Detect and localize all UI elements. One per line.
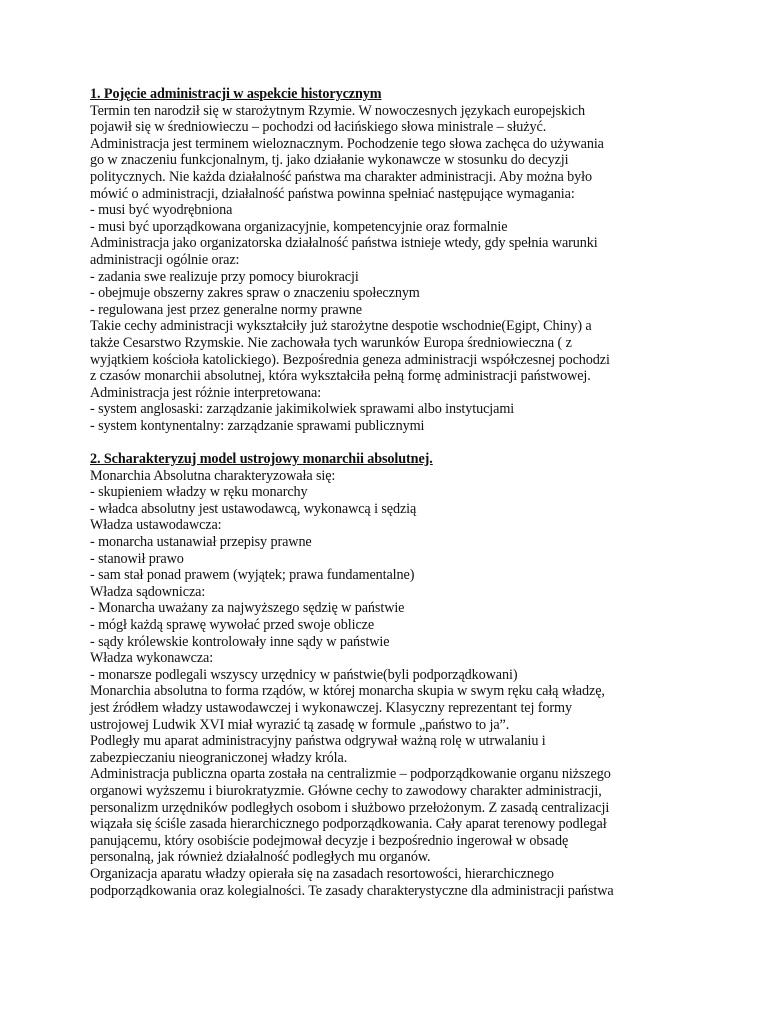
text-line: Władza ustawodawcza: [90,517,222,534]
section-1-body [90,103,690,435]
text-line: także Cesarstwo Rzymskie. Nie zachowała tych warunków Europa średniowieczna ( z [90,334,572,351]
section-1 [90,86,690,434]
text-line: - obejmuje obszerny zakres spraw o znaczeniu społecznym [90,285,420,302]
text-line: wyjątkiem kościoła katolickiego). Bezpośrednia geneza administracji współczesnej pochodzi [90,351,610,368]
text-line: Administracja publiczna oparta została na centralizmie – podporządkowanie organu niższego [90,766,611,783]
text-line: - musi być uporządkowana organizacyjnie, kompetencyjnie oraz formalnie [90,218,508,235]
section-heading: 1. Pojęcie administracji w aspekcie historycznym [90,86,382,102]
text-line: ustrojowej Ludwik XVI miał wyrazić tą zasadę w formule „państwo to ja”. [90,716,510,733]
text-line: pojawił się w średniowieczu – pochodzi od łacińskiego słowa ministrale – służyć. [90,119,547,136]
text-line: Podległy mu aparat administracyjny państwa odgrywał ważną rolę w utrwalaniu i [90,733,546,750]
text-line: personalizm urzędników podległych osobom i służbowo przełożonym. Z zasadą centralizacji [90,799,610,816]
text-line: jest źródłem władzy ustawodawczej i wykonawczej. Klasyczny reprezentant tej formy [90,699,572,716]
section-2-body [90,468,690,899]
text-line: Administracja jako organizatorska działalność państwa istnieje wtedy, gdy spełnia warunki [90,235,598,252]
text-line: Takie cechy administracji wykształciły już starożytne despotie wschodnie(Egipt, Chiny) a [90,318,592,335]
text-line: Administracja jest różnie interpretowana: [90,384,322,401]
text-line: administracji ogólnie oraz: [90,251,240,268]
section-2 [90,451,690,899]
text-line: zabezpieczaniu nieograniczonej władzy króla. [90,749,348,766]
document-page [90,86,690,899]
text-line: - musi być wyodrębniona [90,202,233,219]
text-line: - mógł każdą sprawę wywołać przed swoje oblicze [90,617,375,633]
text-line: Organizacja aparatu władzy opierała się na zasadach resortowości, hierarchicznego [90,865,554,882]
text-line: - skupieniem władzy w ręku monarchy [90,484,308,501]
text-line: - monarcha ustanawiał przepisy prawne [90,534,312,551]
text-line: Monarchia absolutna to forma rządów, w której monarcha skupia w swym ręku całą władzę, [90,683,605,700]
text-line: panującemu, który osobiście podejmował decyzje i bezpośrednio ingerował w obsadę [90,832,569,849]
text-line: go w znaczeniu funkcjonalnym, tj. jako działanie wykonawcze w stosunku do decyzji [90,152,569,169]
text-line: Administracja jest terminem wieloznacznym. Pochodzenie tego słowa zachęca do używania [90,135,604,152]
text-line: - regulowana jest przez generalne normy prawne [90,301,362,318]
text-line: - system kontynentalny: zarządzanie sprawami publicznymi [90,417,425,434]
text-line: Władza wykonawcza: [90,650,214,667]
text-line: - monarsze podlegali wszyscy urzędnicy w państwie(byli podporządkowani) [90,666,518,683]
text-line: - stanowił prawo [90,550,184,567]
text-line: - Monarcha uważany za najwyższego sędzię w państwie [90,600,405,617]
section-heading: 2. Scharakteryzuj model ustrojowy monarchii absolutnej. [90,451,433,468]
text-line: Monarchia Absolutna charakteryzowała się: [90,467,336,484]
text-line: organowi wyższemu i biurokratyzmie. Główne cechy to zawodowy charakter administracji, [90,782,602,799]
text-line: z czasów monarchii absolutnej, która wykształciła pełną formę administracji państwowej. [90,368,591,385]
text-line: wiązała się ściśle zasada hierarchicznego podporządkowania. Cały aparat terenowy podlegał [90,816,607,833]
text-line: - sam stał ponad prawem (wyjątek; prawa fundamentalne) [90,567,415,584]
text-line: - zadania swe realizuje przy pomocy biurokracji [90,268,359,285]
text-line: podporządkowania oraz kolegialności. Te zasady charakterystyczne dla administracji państwa [90,882,614,899]
text-line: Władza sądownicza: [90,583,206,600]
section-gap [90,434,690,451]
text-line: - sądy królewskie kontrolowały inne sądy w państwie [90,633,390,650]
text-line: - władca absolutny jest ustawodawcą, wykonawcą i sędzią [90,500,417,517]
text-line: politycznych. Nie każda działalność państwa ma charakter administracji. Aby można było [90,168,592,185]
text-line: personalną, jak również działalność podległych mu organów. [90,849,431,866]
text-line: - system anglosaski: zarządzanie jakimikolwiek sprawami albo instytucjami [90,401,515,418]
text-line: mówić o administracji, działalność państwa powinna spełniać następujące wymagania: [90,185,575,202]
text-line: Termin ten narodził się w starożytnym Rzymie. W nowoczesnych językach europejskich [90,102,585,119]
